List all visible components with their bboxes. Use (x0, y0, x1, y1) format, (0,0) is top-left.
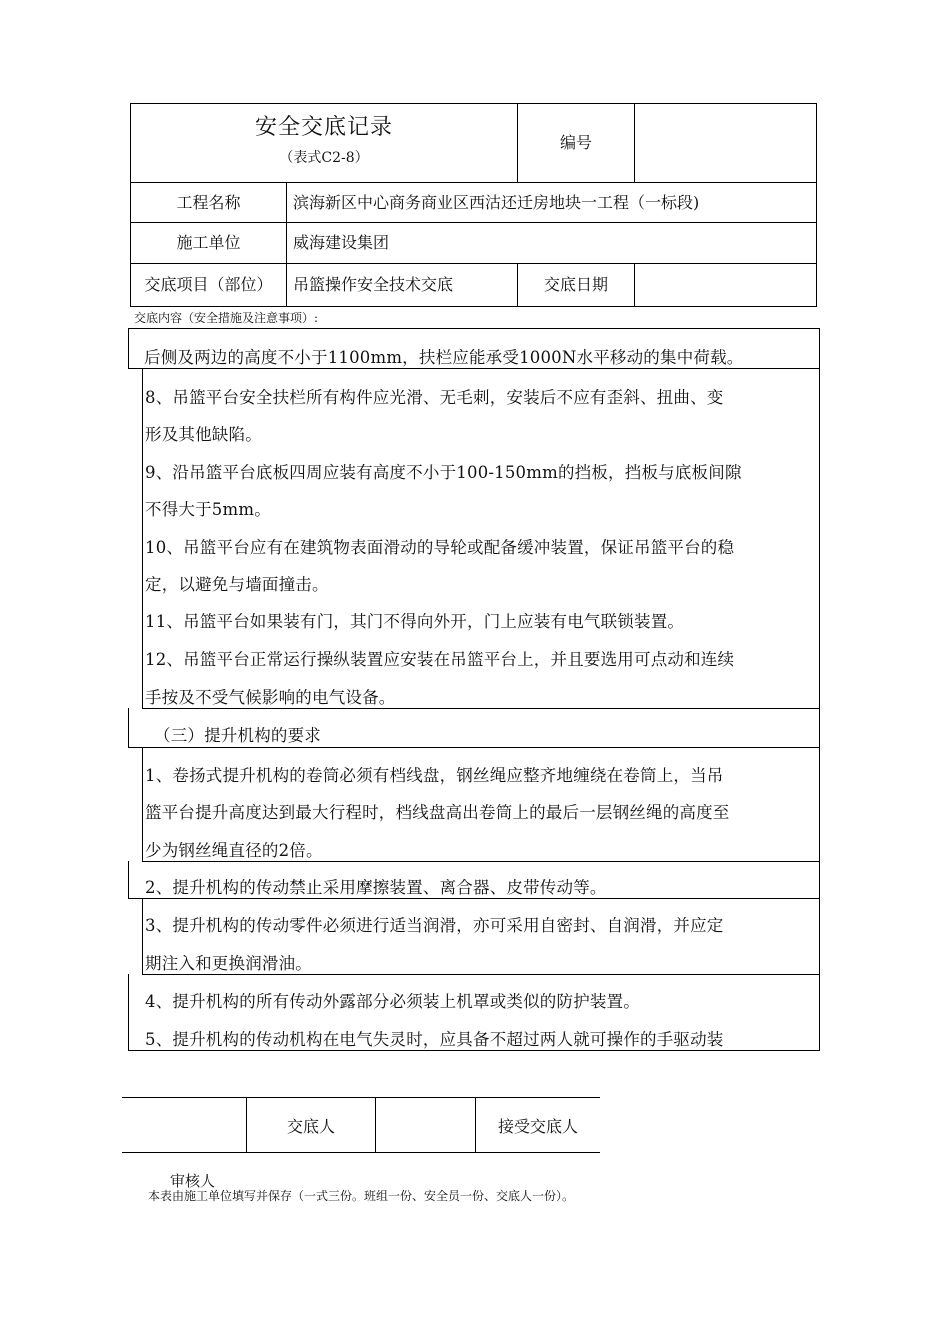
content-line: 少为钢丝绳直径的2倍。 (145, 841, 323, 860)
project-name-label: 工程名称 (176, 193, 241, 212)
disclosure-item-label: 交底项目（部位） (144, 275, 273, 294)
footer-note: 本表由施工单位填写并保存（一式三份。班组一份、安全员一份、交底人一份）。 (148, 1189, 575, 1203)
page-title: 安全交底记录 (254, 115, 393, 140)
content-line: 12、吊篮平台正常运行操纵装置应安装在吊篮平台上，并且要选用可点动和连续 (145, 650, 735, 669)
reviewer-label: 审核人 (170, 1172, 216, 1190)
construction-unit-label: 施工单位 (176, 233, 241, 252)
content-line: 2、提升机构的传动禁止采用摩擦装置、离合器、皮带传动等。 (145, 878, 607, 897)
project-name-value: 滨海新区中心商务商业区西沽还迁房地块一工程（一标段) (293, 193, 700, 212)
section-heading: （三）提升机构的要求 (154, 726, 321, 745)
content-line: 定，以避免与墙面撞击。 (145, 575, 329, 594)
content-line: 3、提升机构的传动零件必须进行适当润滑，亦可采用自密封、自润滑，并应定 (145, 916, 724, 935)
disclosure-item-value: 吊篮操作安全技术交底 (293, 275, 454, 294)
content-label: 交底内容（安全措施及注意事项）: (134, 311, 319, 325)
content-line: 不得大于5mm。 (145, 500, 271, 519)
content-line: 10、吊篮平台应有在建筑物表面滑动的导轮或配备缓冲装置，保证吊篮平台的稳 (145, 538, 735, 557)
receiver-label: 接受交底人 (497, 1117, 578, 1136)
discloser-label: 交底人 (286, 1117, 335, 1136)
disclosure-date-label: 交底日期 (543, 275, 608, 294)
content-line: 5、提升机构的传动机构在电气失灵时，应具备不超过两人就可操作的手驱动装 (145, 1030, 724, 1049)
content-line: 期注入和更换润滑油。 (145, 954, 312, 973)
content-line: 9、沿吊篮平台底板四周应装有高度不小于100-150mm的挡板，挡板与底板间隙 (145, 463, 742, 482)
content-line: 篮平台提升高度达到最大行程时，档线盘高出卷筒上的最后一层钢丝绳的高度至 (145, 803, 730, 822)
content-line: 后侧及两边的高度不小于1100mm，扶栏应能承受1000N水平移动的集中荷载。 (144, 348, 744, 367)
number-label: 编号 (559, 133, 592, 152)
content-line: 手按及不受气候影响的电气设备。 (145, 688, 396, 707)
content-line: 4、提升机构的所有传动外露部分必须装上机罩或类似的防护装置。 (145, 992, 640, 1011)
content-line: 11、吊篮平台如果装有门，其门不得向外开，门上应装有电气联锁装置。 (145, 612, 685, 631)
content-line: 1、卷扬式提升机构的卷筒必须有档线盘，钢丝绳应整齐地缠绕在卷筒上，当吊 (145, 766, 724, 785)
form-code: （表式C2-8） (279, 150, 369, 166)
construction-unit-value: 威海建设集团 (293, 233, 390, 252)
content-line: 8、吊篮平台安全扶栏所有构件应光滑、无毛刺，安装后不应有歪斜、扭曲、变 (145, 388, 724, 407)
content-line: 形及其他缺陷。 (145, 425, 262, 444)
